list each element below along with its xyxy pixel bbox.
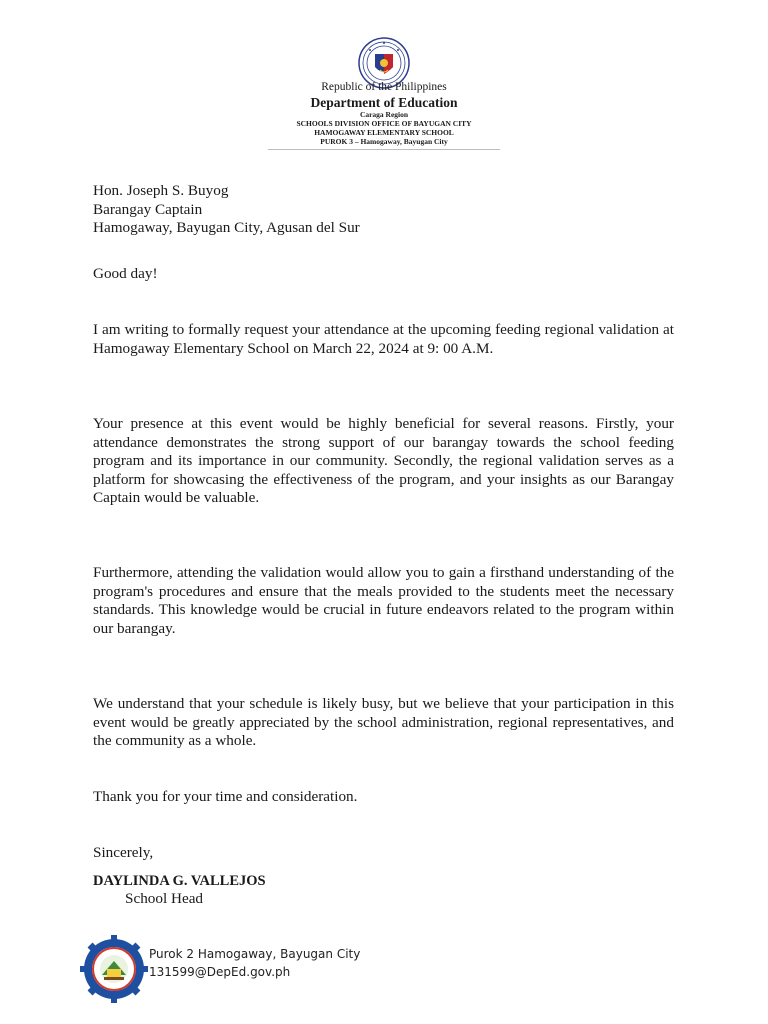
header-divider xyxy=(268,149,500,150)
header-address: PUROK 3 – Hamogaway, Bayugan City xyxy=(320,137,448,146)
signer-title: School Head xyxy=(125,890,204,907)
body-paragraph: We understand that your schedule is likely busy, but we believe that your participation in this event would be greatly appreciated by the school administration, regional representatives, and the community as a whole. xyxy=(93,695,674,750)
header-school: HAMOGAWAY ELEMENTARY SCHOOL xyxy=(314,128,454,137)
footer-email: 131599@DepEd.gov.ph xyxy=(149,965,291,979)
header-department: Department of Education xyxy=(310,95,458,110)
header-region: Caraga Region xyxy=(359,110,409,119)
closing-line: Sincerely, xyxy=(93,844,154,861)
recipient-name: Hon. Joseph S. Buyog xyxy=(93,182,229,199)
body-paragraph: Furthermore, attending the validation would allow you to gain a firsthand understanding of the program's procedures and ensure that the meals provided to the students meet the necessary standards. This knowledge would be crucial in future endeavors related to the program within our barangay. xyxy=(93,564,674,637)
recipient-address: Hamogaway, Bayugan City, Agusan del Sur xyxy=(93,219,360,237)
body-paragraph: I am writing to formally request your attendance at the upcoming feeding regional validation at Hamogaway Elementary School on March 22, 2024 at 9: 00 A.M. xyxy=(93,321,674,357)
school-logo-icon xyxy=(80,935,148,1003)
header-division: SCHOOLS DIVISION OFFICE OF BAYUGAN CITY xyxy=(296,119,472,128)
header-republic: Republic of the Philippines xyxy=(321,81,447,93)
recipient-title: Barangay Captain xyxy=(93,200,203,218)
greeting: Good day! xyxy=(93,265,158,282)
body-paragraph: Your presence at this event would be highly beneficial for several reasons. Firstly, your attendance demonstrates the strong support of our barangay towards the school feeding program and its importance in our community. Secondly, the regional validation serves as a platform for showcasing the effectiveness of the program, and your insights as our Barangay Captain would be valuable. xyxy=(93,415,674,507)
signer-name: DAYLINDA G. VALLEJOS xyxy=(93,873,266,889)
footer-address: Purok 2 Hamogaway, Bayugan City xyxy=(149,947,361,961)
thanks-line: Thank you for your time and consideration. xyxy=(93,788,358,805)
recipient-block xyxy=(93,182,674,238)
